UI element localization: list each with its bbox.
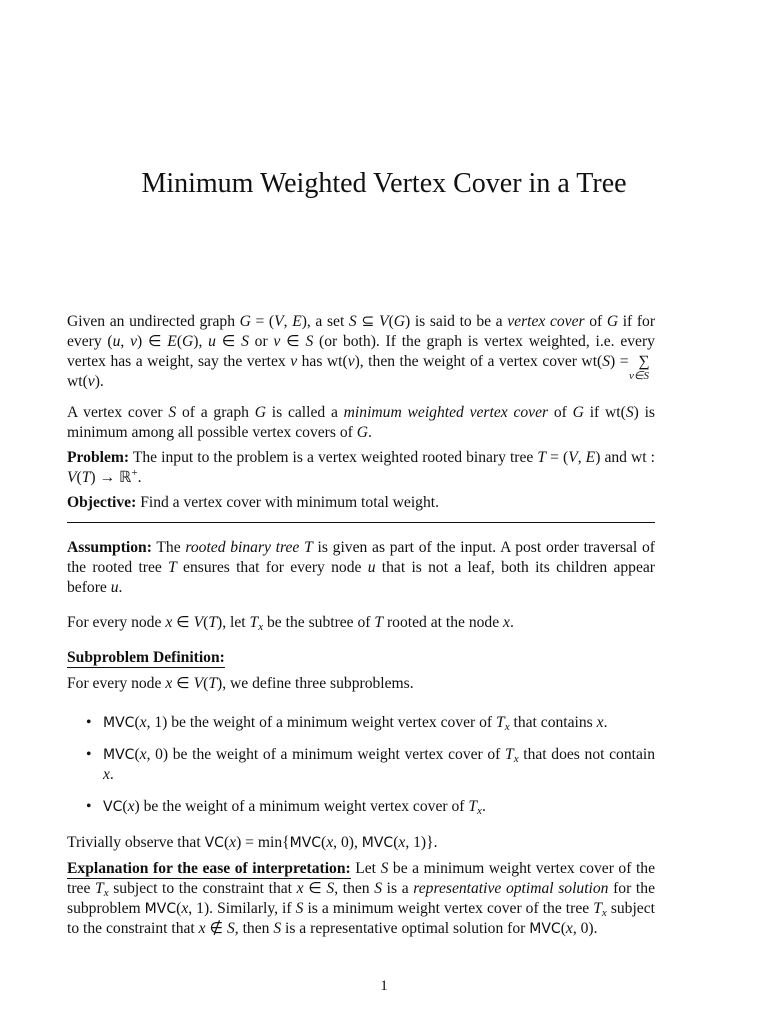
mwvc-definition-paragraph: A vertex cover S of a graph G is called a minimum weighted vertex cover of G if wt(S) is minimum among all possible vertex covers of G. xyxy=(67,404,655,441)
list-item: • MVC(x, 0) be the weight of a minimum weight vertex cover of $T_x$ that does not contain x. xyxy=(86,746,655,783)
list-item: • VC(x) be the weight of a minimum weight vertex cover of $T_x$. xyxy=(86,798,486,817)
objective-label: Objective: xyxy=(67,494,137,511)
subproblem-heading: Subproblem Definition: xyxy=(67,649,225,666)
bullet-icon: • xyxy=(86,746,92,763)
rooted-binary-tree-term: rooted binary tree xyxy=(185,539,300,556)
subproblem-intro-text: we define three subproblems. xyxy=(230,675,414,692)
bullet-icon: • xyxy=(86,714,92,731)
intro-paragraph: Given an undirected graph G = (V, E), a set S ⊆ V(G) is said to be a vertex cover of G if for every (u, v) ∈ E(G), u ∈ S or v ∈ S (or both). If the graph is vertex weighted, i.e. every vertex has a weight, say the vertex v has wt(v), then the weight of a vertex cover wt(S) = ∑ v∈S wt(v). xyxy=(67,313,656,390)
subproblem-intro: For every node x ∈ V(T), we define three subproblems. xyxy=(67,675,414,692)
problem-label: Problem: xyxy=(67,449,130,466)
bullet-text: be the weight of a minimum weight vertex cover of xyxy=(143,798,465,815)
bullet-text: be the weight of a minimum weight vertex cover of xyxy=(172,746,501,763)
objective-text: Find a vertex cover with minimum total weight. xyxy=(140,494,440,511)
subtree-paragraph: For every node x ∈ V(T), let $T_x$ be the subtree of T rooted at the node x. xyxy=(67,614,514,633)
mwvc-term: minimum weighted vertex cover xyxy=(343,404,549,421)
objective-paragraph xyxy=(67,493,655,513)
explanation-paragraph: Explanation for the ease of interpretation: Let S be a minimum weight vertex cover of the tree $T_x$ subject to the constraint that x ∈ S, then S is a representative optimal solution for the subproblem MVC(x, 1). Similarly, if S is a minimum weight vertex cover of the tree $T_x$ subject to the constraint that x ∉ S, then S is a representative optimal solution for MVC(x, 0). xyxy=(67,860,655,937)
page-number: 1 xyxy=(380,978,388,994)
document-title: Minimum Weighted Vertex Cover in a Tree xyxy=(141,168,627,199)
bullet-icon: • xyxy=(86,798,92,815)
problem-paragraph: Problem: The input to the problem is a vertex weighted rooted binary tree T = (V, E) and wt : V(T) → ℝ+. xyxy=(67,449,655,486)
assumption-label: Assumption: xyxy=(67,539,152,556)
horizontal-rule xyxy=(67,522,655,523)
sum-symbol: ∑ v∈S xyxy=(633,352,655,372)
assumption-paragraph: Assumption: The rooted binary tree T is given as part of the input. A post order traversal of the rooted tree T ensures that for every node u that is not a leaf, both its children appear before u. xyxy=(67,539,655,596)
sum-subscript: v∈S xyxy=(629,370,649,382)
representative-term: representative optimal solution xyxy=(413,880,609,897)
problem-text: The input to the problem is a vertex weighted rooted binary tree xyxy=(132,449,534,466)
list-item: • MVC(x, 1) be the weight of a minimum weight vertex cover of $T_x$ that contains x. xyxy=(86,714,608,733)
bullet-text: be the weight of a minimum weight vertex cover of xyxy=(171,714,493,731)
subproblem-heading-block xyxy=(67,648,655,668)
observation-paragraph: Trivially observe that VC(x) = min{MVC(x, 0), MVC(x, 1)}. xyxy=(67,834,438,851)
bullet-list xyxy=(67,713,655,817)
vertex-cover-term: vertex cover xyxy=(507,313,585,330)
explanation-label: Explanation for the ease of interpretation: xyxy=(67,860,351,877)
